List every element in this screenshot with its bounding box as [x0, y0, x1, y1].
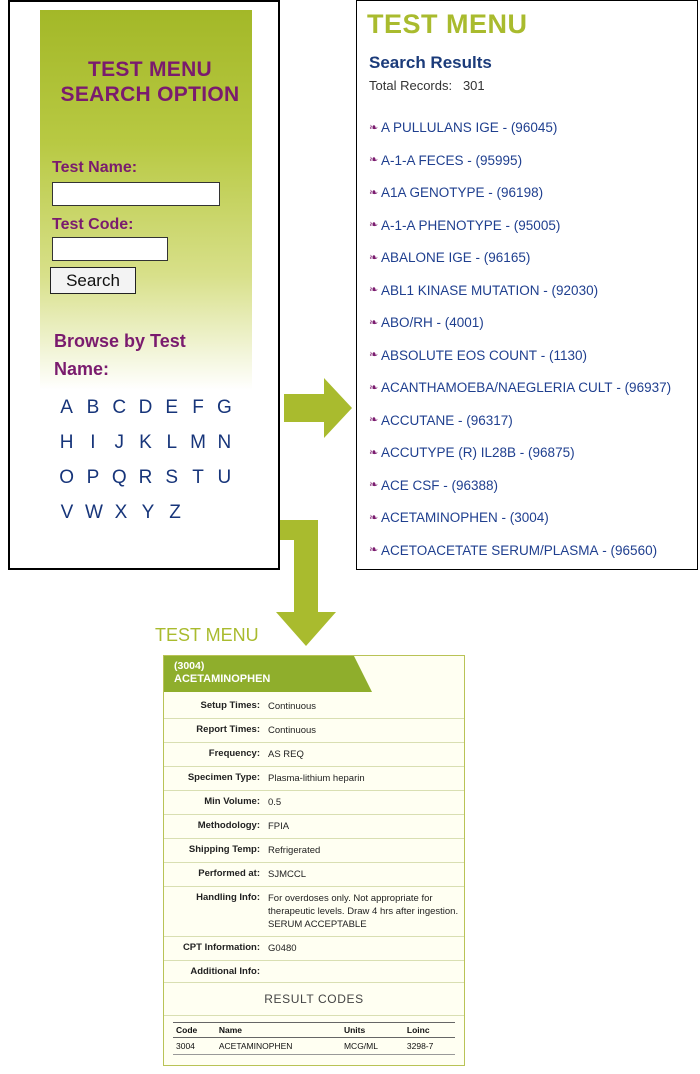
alpha-letter-k[interactable]: K [139, 432, 152, 453]
bullet-icon: ❧ [369, 121, 379, 134]
column-header-loinc: Loinc [404, 1023, 455, 1038]
result-link[interactable]: ABL1 KINASE MUTATION [381, 282, 540, 298]
bullet-icon: ❧ [369, 316, 379, 329]
cell-name: ACETAMINOPHEN [216, 1038, 341, 1055]
result-link[interactable]: ACETOACETATE SERUM/PLASMA [381, 542, 599, 558]
test-detail-panel [155, 620, 485, 1060]
table-row [164, 791, 464, 815]
bullet-icon: ❧ [369, 186, 379, 199]
alpha-letter-j[interactable]: J [114, 432, 124, 453]
field-value: Continuous [268, 725, 317, 736]
field-value: G0480 [268, 943, 297, 954]
field-value [264, 961, 464, 983]
table-row [164, 863, 464, 887]
detail-page-title: TEST MENU [155, 625, 259, 645]
field-value: FPIA [268, 821, 290, 832]
alpha-letter-h[interactable]: H [59, 432, 74, 453]
alpha-letter-u[interactable]: U [217, 467, 232, 488]
bullet-icon: ❧ [369, 446, 379, 459]
list-item[interactable] [369, 412, 699, 445]
field-label: Shipping Temp: [188, 844, 260, 855]
bullet-icon: ❧ [369, 349, 379, 362]
field-label: Handling Info: [196, 892, 260, 903]
field-label: Min Volume: [204, 796, 260, 807]
alpha-letter-d[interactable]: D [138, 397, 153, 418]
table-header-row [173, 1023, 455, 1038]
search-button[interactable]: Search [50, 267, 136, 294]
list-item[interactable] [369, 249, 699, 282]
table-row [164, 815, 464, 839]
result-code: (96165) [483, 249, 531, 265]
field-label: Setup Times: [200, 700, 260, 711]
alpha-letter-v[interactable]: V [60, 502, 74, 523]
results-list [369, 119, 699, 574]
result-code: (4001) [444, 314, 484, 330]
field-value: Continuous [268, 701, 317, 712]
total-records-label: Total Records: [369, 78, 453, 93]
total-records [369, 78, 485, 93]
alpha-letter-b[interactable]: B [86, 397, 100, 418]
bullet-icon: ❧ [369, 544, 379, 557]
bullet-icon: ❧ [369, 219, 379, 232]
flow-arrow-right-icon [284, 376, 354, 440]
table-row [164, 887, 464, 937]
alpha-letter-l[interactable]: L [166, 432, 178, 453]
alpha-letter-s[interactable]: S [165, 467, 179, 488]
bullet-icon: ❧ [369, 251, 379, 264]
bullet-icon: ❧ [369, 284, 379, 297]
alpha-letter-i[interactable]: I [90, 432, 96, 453]
result-code: (3004) [509, 509, 549, 525]
result-separator: - [516, 444, 529, 460]
test-code-input[interactable] [52, 237, 168, 261]
bullet-icon: ❧ [369, 414, 379, 427]
result-separator: - [501, 217, 514, 233]
test-name-input[interactable] [52, 182, 220, 206]
result-link[interactable]: ABALONE IGE [381, 249, 472, 265]
list-item[interactable] [369, 184, 699, 217]
result-code: (1130) [549, 347, 588, 363]
result-link[interactable]: ACANTHAMOEBA/NAEGLERIA CULT [381, 379, 613, 395]
result-link[interactable]: A PULLULANS IGE [381, 119, 499, 135]
alpha-letter-o[interactable]: O [59, 467, 75, 488]
result-code: (95995) [475, 152, 523, 168]
field-label: Methodology: [197, 820, 260, 831]
alpha-letter-y[interactable]: Y [141, 502, 155, 523]
alpha-letter-r[interactable]: R [138, 467, 153, 488]
alphabet-browse-grid [54, 397, 238, 537]
list-item[interactable] [369, 444, 699, 477]
result-code: (96560) [610, 542, 658, 558]
result-separator: - [539, 282, 552, 298]
result-code: (96937) [624, 379, 672, 395]
search-option-panel [8, 0, 280, 570]
detail-test-code: (3004) [174, 660, 205, 672]
results-subtitle: Search Results [369, 53, 492, 72]
alpha-letter-x[interactable]: X [114, 502, 128, 523]
list-item[interactable] [369, 314, 699, 347]
result-separator: - [598, 542, 611, 558]
result-link[interactable]: ACCUTANE [381, 412, 455, 428]
cell-code: 3004 [173, 1038, 216, 1055]
bullet-icon: ❧ [369, 479, 379, 492]
result-separator: - [498, 119, 511, 135]
search-panel-title [50, 57, 250, 107]
table-row [164, 937, 464, 961]
table-row [164, 743, 464, 767]
field-label: Specimen Type: [187, 772, 260, 783]
browse-by-test-name-label: Browse by Test Name: [54, 331, 186, 379]
result-separator: - [439, 477, 452, 493]
result-link[interactable]: A-1-A FECES [381, 152, 464, 168]
column-header-name: Name [216, 1023, 341, 1038]
search-panel-title-line1: TEST MENU [87, 58, 213, 81]
alphabet-row [54, 502, 238, 524]
field-label: Frequency: [208, 748, 260, 759]
list-item[interactable] [369, 119, 699, 152]
result-code: (96317) [466, 412, 513, 428]
result-link[interactable]: ABO/RH [381, 314, 433, 330]
field-value: AS REQ [268, 749, 304, 760]
result-code: (96388) [451, 477, 499, 493]
alpha-letter-f[interactable]: F [192, 397, 204, 418]
list-item[interactable] [369, 379, 699, 412]
result-link[interactable]: ACETAMINOPHEN [381, 509, 498, 525]
alphabet-row [54, 397, 238, 419]
test-name-label: Test Name: [52, 159, 138, 176]
bullet-icon: ❧ [369, 381, 379, 394]
table-row [164, 961, 464, 983]
list-item[interactable] [369, 542, 699, 575]
alpha-letter-c[interactable]: C [112, 397, 127, 418]
result-link[interactable]: A1A GENOTYPE [381, 184, 485, 200]
test-detail-table [164, 695, 464, 983]
result-separator: - [432, 314, 445, 330]
alpha-letter-g[interactable]: G [216, 397, 232, 418]
result-link[interactable]: A-1-A PHENOTYPE [381, 217, 502, 233]
alphabet-row [54, 432, 238, 454]
field-value: For overdoses only. Not appropriate for therapeutic levels. Draw 4 hrs after ingestion. SERUM ACCEPTABLE [268, 893, 459, 930]
column-header-code: Code [173, 1023, 216, 1038]
result-separator: - [471, 249, 484, 265]
list-item[interactable] [369, 477, 699, 510]
result-code: (96875) [528, 444, 575, 460]
result-code: (92030) [551, 282, 599, 298]
cell-units: MCG/ML [341, 1038, 404, 1055]
test-detail-card [163, 655, 465, 1066]
result-codes-title: RESULT CODES [164, 983, 464, 1016]
field-label: CPT Information: [182, 942, 260, 953]
bullet-icon: ❧ [369, 511, 379, 524]
alpha-letter-a[interactable]: A [60, 397, 73, 418]
alpha-letter-t[interactable]: T [192, 467, 204, 488]
result-separator: - [612, 379, 625, 395]
result-code: (96045) [510, 119, 558, 135]
result-link[interactable]: ACE CSF [381, 477, 440, 493]
alpha-letter-m[interactable]: M [190, 432, 206, 453]
result-separator: - [454, 412, 467, 428]
alpha-letter-q[interactable]: Q [111, 467, 127, 488]
result-separator: - [497, 509, 510, 525]
alphabet-row [54, 467, 238, 489]
list-item[interactable] [369, 347, 699, 380]
alpha-letter-n[interactable]: N [217, 432, 232, 453]
field-label: Additional Info: [190, 966, 260, 977]
table-row [164, 719, 464, 743]
alpha-letter-z[interactable]: Z [169, 502, 181, 523]
field-value: Refrigerated [268, 845, 321, 856]
list-item[interactable] [369, 282, 699, 315]
results-page-title: TEST MENU [367, 9, 528, 39]
alpha-letter-w[interactable]: W [85, 502, 103, 523]
table-row [164, 695, 464, 719]
field-value: SJMCCL [268, 869, 307, 880]
table-row [173, 1038, 455, 1055]
bullet-icon: ❧ [369, 154, 379, 167]
table-row [164, 767, 464, 791]
field-label: Performed at: [198, 868, 260, 879]
result-code: (96198) [496, 184, 544, 200]
alpha-letter-e[interactable]: E [165, 397, 179, 418]
list-item[interactable] [369, 152, 699, 185]
result-link[interactable]: ACCUTYPE (R) IL28B [381, 444, 517, 460]
list-item[interactable] [369, 217, 699, 250]
result-code: (95005) [513, 217, 561, 233]
search-results-panel [356, 0, 698, 570]
test-detail-header [164, 656, 354, 692]
test-code-label: Test Code: [52, 216, 134, 233]
total-records-value: 301 [462, 78, 485, 93]
field-value: Plasma-lithium heparin [268, 773, 365, 784]
result-link[interactable]: ABSOLUTE EOS COUNT [381, 347, 538, 363]
column-header-units: Units [341, 1023, 404, 1038]
result-codes-table [173, 1022, 455, 1055]
detail-test-name: ACETAMINOPHEN [174, 673, 271, 685]
result-separator: - [484, 184, 497, 200]
field-value: 0.5 [268, 797, 282, 808]
result-separator: - [463, 152, 476, 168]
field-label: Report Times: [196, 724, 260, 735]
search-panel-title-line2: SEARCH OPTION [60, 83, 240, 106]
alpha-letter-p[interactable]: P [86, 467, 100, 488]
result-separator: - [537, 347, 550, 363]
table-row [164, 839, 464, 863]
cell-loinc: 3298-7 [404, 1038, 455, 1055]
list-item[interactable] [369, 509, 699, 542]
